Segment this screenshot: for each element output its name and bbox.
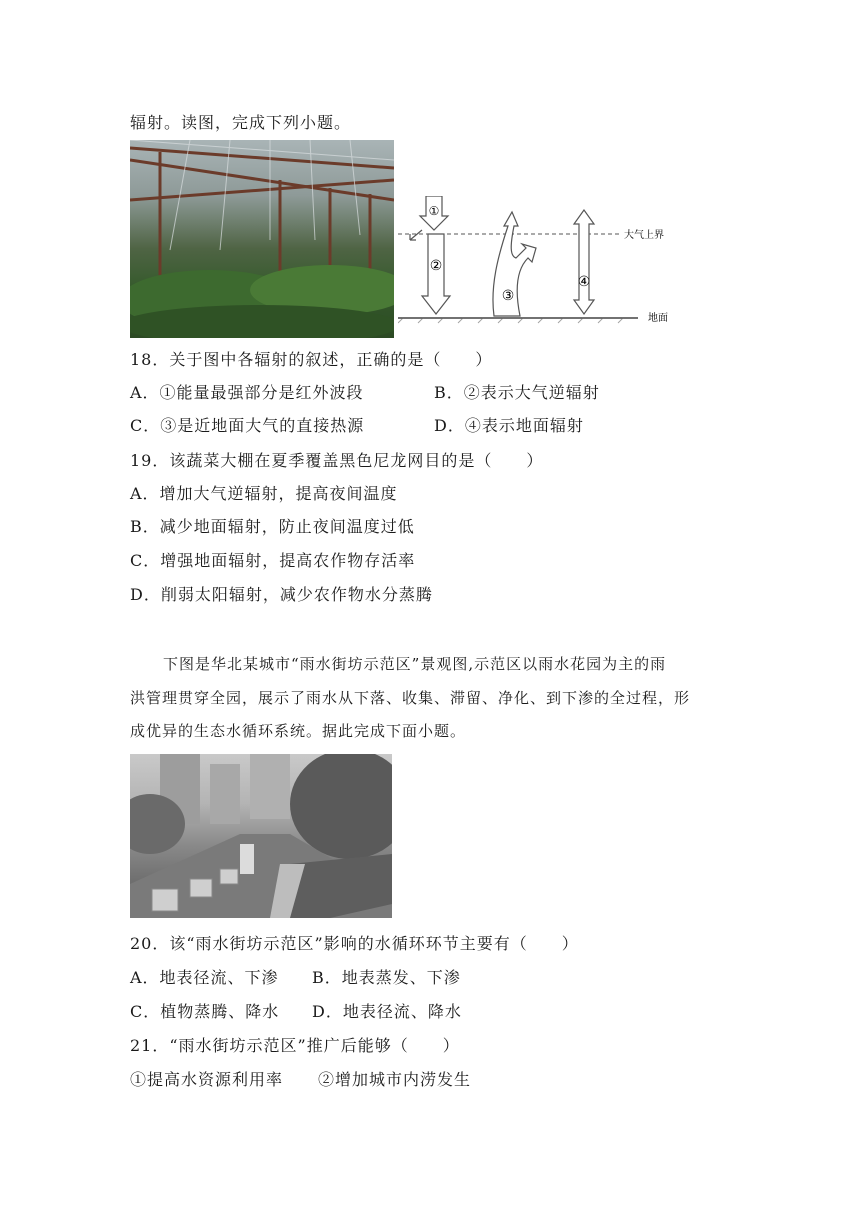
arrow-2 bbox=[422, 234, 450, 314]
radiation-diagram bbox=[398, 196, 678, 326]
greenhouse-photo bbox=[130, 140, 394, 338]
q19-option-a: A．增加大气逆辐射，提高夜间温度 bbox=[130, 484, 398, 503]
q20-option-c: C．植物蒸腾、降水 bbox=[130, 1002, 280, 1021]
reflect-arrow bbox=[410, 230, 422, 240]
q18-option-a: A．①能量最强部分是红外波段 bbox=[130, 383, 364, 402]
q19-option-b: B．减少地面辐射，防止夜间温度过低 bbox=[130, 517, 415, 536]
q21-item-1: ①提高水资源利用率 bbox=[130, 1070, 284, 1089]
atmosphere-top-label: 大气上界 bbox=[624, 230, 664, 241]
rain-garden-photo bbox=[130, 754, 392, 918]
intro-tail: 辐射。读图，完成下列小题。 bbox=[130, 113, 352, 132]
q20-stem: 20．该“雨水街坊示范区”影响的水循环环节主要有（ ） bbox=[130, 934, 579, 953]
q19-stem: 19．该蔬菜大棚在夏季覆盖黑色尼龙网目的是（ ） bbox=[130, 451, 544, 470]
q21-stem: 21．“雨水街坊示范区”推广后能够（ ） bbox=[130, 1036, 460, 1055]
passage2-line1: 下图是华北某城市“雨水街坊示范区”景观图,示范区以雨水花园为主的雨 bbox=[163, 655, 667, 673]
marker-4: ④ bbox=[577, 274, 591, 290]
marker-3: ③ bbox=[501, 288, 515, 304]
q19-option-c: C．增强地面辐射，提高农作物存活率 bbox=[130, 551, 416, 570]
greenhouse-illustration bbox=[130, 140, 394, 338]
q20-option-b: B．地表蒸发、下渗 bbox=[312, 968, 461, 987]
passage2-line2: 洪管理贯穿全园，展示了雨水从下落、收集、滞留、净化、到下渗的全过程，形 bbox=[130, 689, 691, 707]
q18-option-b: B．②表示大气逆辐射 bbox=[434, 383, 600, 402]
rain-garden-illustration bbox=[130, 754, 392, 918]
q21-item-2: ②增加城市内涝发生 bbox=[318, 1070, 472, 1089]
q20-option-a: A．地表径流、下渗 bbox=[130, 968, 279, 987]
marker-2: ② bbox=[429, 258, 443, 274]
q19-option-d: D．削弱太阳辐射，减少农作物水分蒸腾 bbox=[130, 585, 433, 604]
arrow-3 bbox=[493, 212, 536, 316]
passage2-line3: 成优异的生态水循环系统。据此完成下面小题。 bbox=[130, 722, 467, 740]
q18-option-d: D．④表示地面辐射 bbox=[434, 416, 584, 435]
arrow-4 bbox=[574, 210, 594, 314]
q18-stem: 18．关于图中各辐射的叙述，正确的是（ ） bbox=[130, 350, 493, 369]
q18-option-c: C．③是近地面大气的直接热源 bbox=[130, 416, 365, 435]
q20-option-d: D．地表径流、降水 bbox=[312, 1002, 462, 1021]
ground-label: 地面 bbox=[648, 313, 668, 324]
marker-1: ① bbox=[428, 204, 440, 218]
